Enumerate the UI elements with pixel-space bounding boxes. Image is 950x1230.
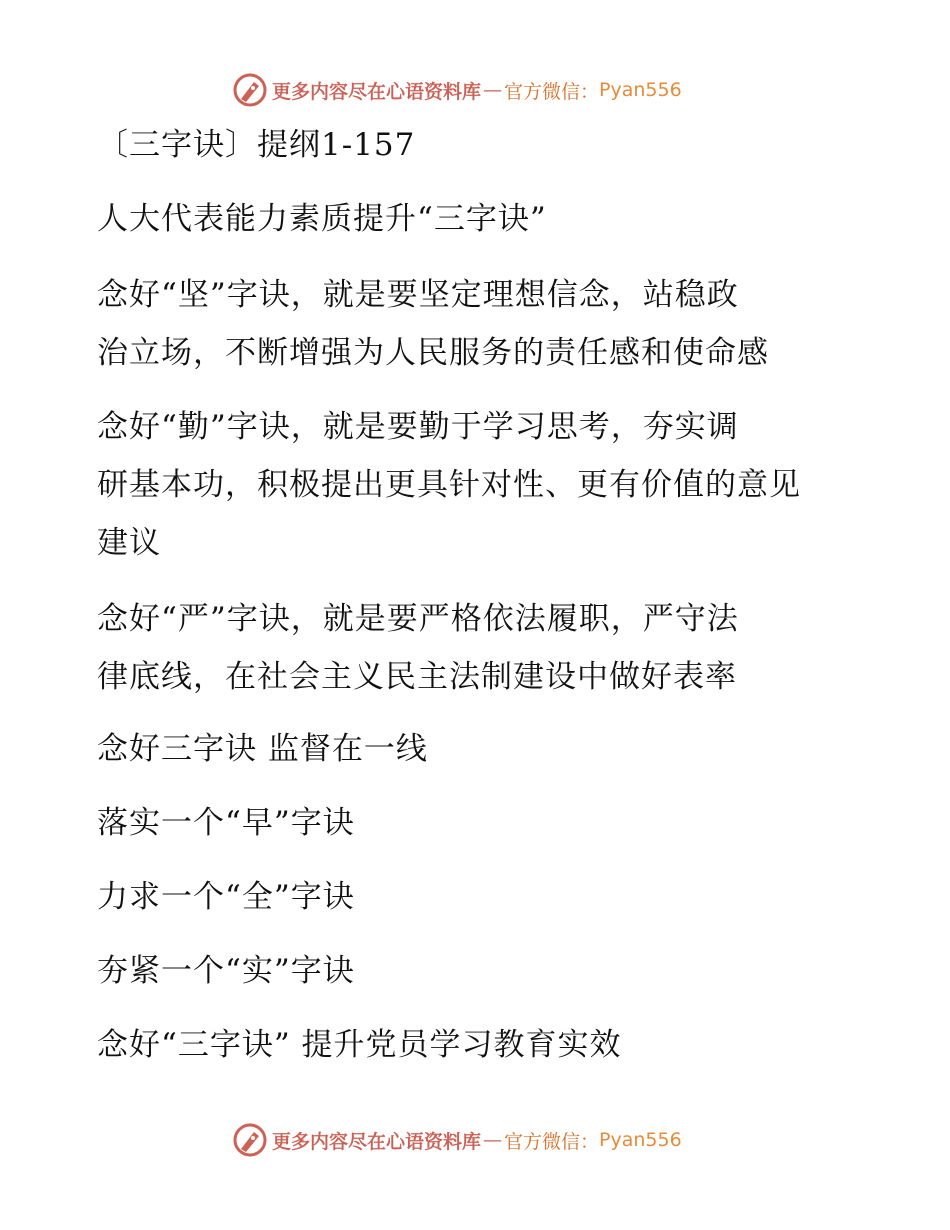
paragraph-line: 念好“严”字诀，就是要严格依法履职，严守法	[97, 601, 739, 637]
list-item: 落实一个“早”字诀	[97, 805, 355, 841]
banner-site-text: 更多内容尽在心语资料库	[272, 80, 482, 103]
section-heading: 人大代表能力素质提升“三字诀”	[97, 201, 547, 237]
banner-wechat-label: 官方微信：	[504, 1130, 600, 1153]
banner-separator: —	[483, 1129, 503, 1151]
banner-wechat-id: Pyan556	[599, 1129, 682, 1151]
banner-separator: —	[483, 79, 503, 101]
section-heading: 念好三字诀 监督在一线	[97, 731, 428, 767]
section-heading: 念好“三字诀” 提升党员学习教育实效	[97, 1027, 622, 1063]
pen-nib-logo-icon	[232, 1122, 268, 1158]
paragraph-line: 治立场，不断增强为人民服务的责任感和使命感	[97, 335, 769, 371]
list-item: 力求一个“全”字诀	[97, 879, 355, 915]
footer-banner	[232, 1120, 682, 1160]
banner-wechat-label: 官方微信：	[504, 80, 600, 103]
paragraph-line: 念好“坚”字诀，就是要坚定理想信念，站稳政	[97, 277, 739, 313]
paragraph-line: 建议	[97, 525, 161, 561]
banner-wechat-id: Pyan556	[599, 79, 682, 101]
header-banner	[232, 70, 682, 110]
paragraph-line: 念好“勤”字诀，就是要勤于学习思考，夯实调	[97, 409, 739, 445]
banner-site-text: 更多内容尽在心语资料库	[272, 1130, 482, 1153]
pen-nib-logo-icon	[232, 72, 268, 108]
paragraph-line: 律底线，在社会主义民主法制建设中做好表率	[97, 659, 737, 695]
document-title: 〔三字诀〕提纲1-157	[97, 127, 416, 163]
paragraph-line: 研基本功，积极提出更具针对性、更有价值的意见	[97, 467, 801, 503]
list-item: 夯紧一个“实”字诀	[97, 953, 355, 989]
